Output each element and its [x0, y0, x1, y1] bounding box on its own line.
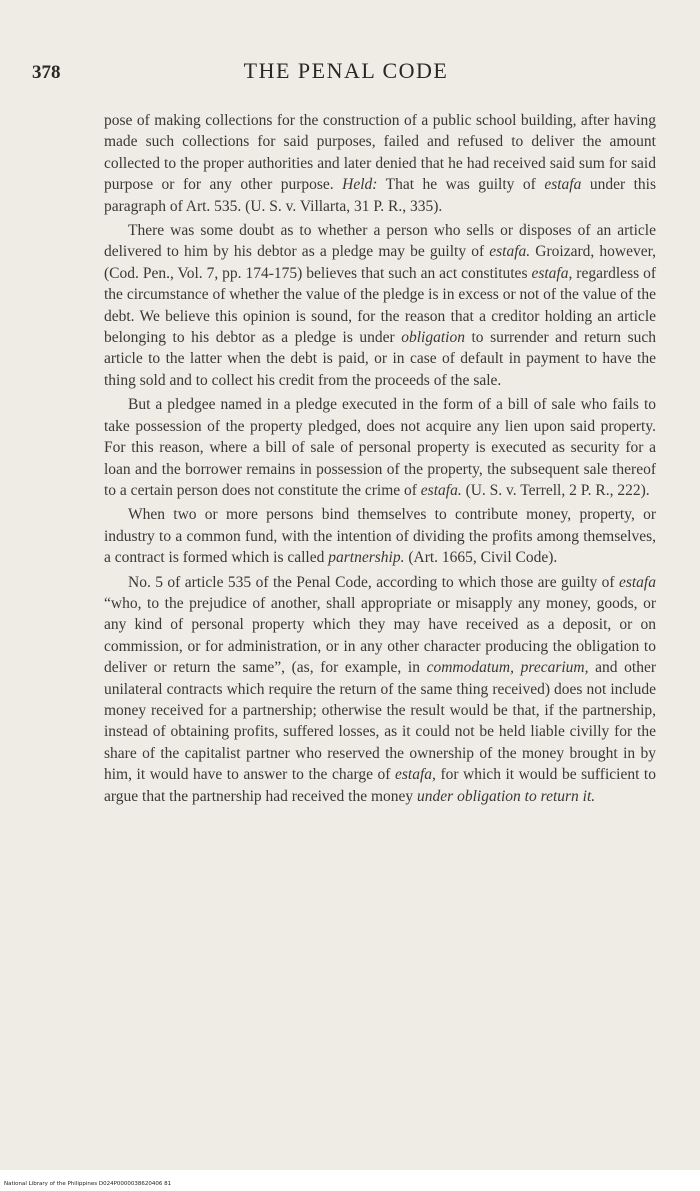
- italic-term: estafa: [618, 573, 656, 591]
- paragraph-4: [104, 504, 656, 568]
- text-run: Groizard, however, (Cod. Pen., Vol. 7, pp. 174-175) believes that such an act constitutes: [104, 243, 656, 282]
- italic-term: obligation: [401, 329, 465, 347]
- paragraph-2: [104, 220, 656, 391]
- page-header: [32, 58, 660, 88]
- text-run: for which it would be sufficient to argue that the partnership had received the money: [104, 766, 656, 805]
- italic-term: Held:: [342, 176, 378, 194]
- running-head: THE PENAL CODE: [243, 58, 449, 83]
- body-text: [104, 110, 656, 807]
- text-run: (Art. 1665, Civil Code).: [404, 549, 558, 567]
- text-run: “who, to the prejudice of another, shall appropriate or misapply any money, goods, or any kind of personal property which they may have received as a deposit, or on commission, or for administration, or in any other character producing the obligation to deliver or return the same”, (as, for example, in: [104, 594, 656, 677]
- italic-term: estafa.: [489, 243, 531, 261]
- italic-term: under obligation to return it.: [417, 787, 596, 805]
- paragraph-3: [104, 394, 656, 501]
- paragraph-1: [104, 110, 656, 217]
- footer-credit: National Library of the Philippines D024P0000038620406 81: [4, 1181, 172, 1187]
- text-run: When two or more persons bind themselves to contribute money, property, or industry to a common fund, with the intention of dividing the profits among themselves, a contract is formed which is called: [104, 506, 656, 567]
- text-run: (U. S. v. Terrell, 2 P. R., 222).: [461, 481, 650, 499]
- bleed-through-mark: [22, 125, 82, 147]
- text-run: to surrender and return such article to the latter when the debt is paid, or in case of default in payment to have the thing sold and to collect his credit from the proceeds of the sale.: [104, 329, 656, 389]
- text-run: No. 5 of article 535 of the Penal Code, according to which those are guilty of: [128, 573, 619, 591]
- italic-term: estafa,: [531, 264, 573, 282]
- text-run: under this paragraph of Art. 535. (U. S. v. Villarta, 31 P. R., 335).: [104, 176, 657, 215]
- text-run: regardless of the circumstance of whether the value of the pledge is in excess or not of the value of the debt. We believe this opinion is sound, for the reason that a creditor holding an article belonging to his debtor as a pledge is under: [104, 264, 656, 347]
- italic-term: estafa: [544, 176, 582, 194]
- italic-term: commodatum, precarium,: [426, 659, 589, 677]
- text-run: pose of making collections for the construction of a public school building, after having made such collections for said purposes, failed and refused to deliver the amount collected to the proper authorities and later denied that he had received said sum for said purpose or for any other purpose.: [104, 112, 656, 194]
- footer-strip: [0, 1170, 700, 1191]
- text-run: and other unilateral contracts which require the return of the same thing received) does not include money received for a partnership; otherwise the result would be that, if the partnership, instead of obtaining profits, suffered losses, as it could not be held liable civilly for the share of the capitalist partner who reserved the ownership of the money brought in by him, it would have to answer to the charge of: [104, 659, 657, 784]
- text-run: But a pledgee named in a pledge executed in the form of a bill of sale who fails to take possession of the property pledged, does not acquire any lien upon said property. For this reason, where a bill of sale of personal property is executed as security for a loan and the borrower remains in possession of the property, the subsequent sale thereof to a certain person does not constitute the crime of: [104, 396, 656, 499]
- italic-term: estafa.: [420, 481, 462, 499]
- italic-term: estafa,: [394, 766, 436, 784]
- text-run: There was some doubt as to whether a person who sells or disposes of an article delivered to him by his debtor as a pledge may be guilty of: [104, 222, 656, 261]
- italic-term: partnership.: [328, 549, 405, 567]
- paragraph-5: [104, 572, 656, 807]
- page-number: 378: [32, 62, 61, 83]
- text-run: That he was guilty of: [377, 176, 545, 194]
